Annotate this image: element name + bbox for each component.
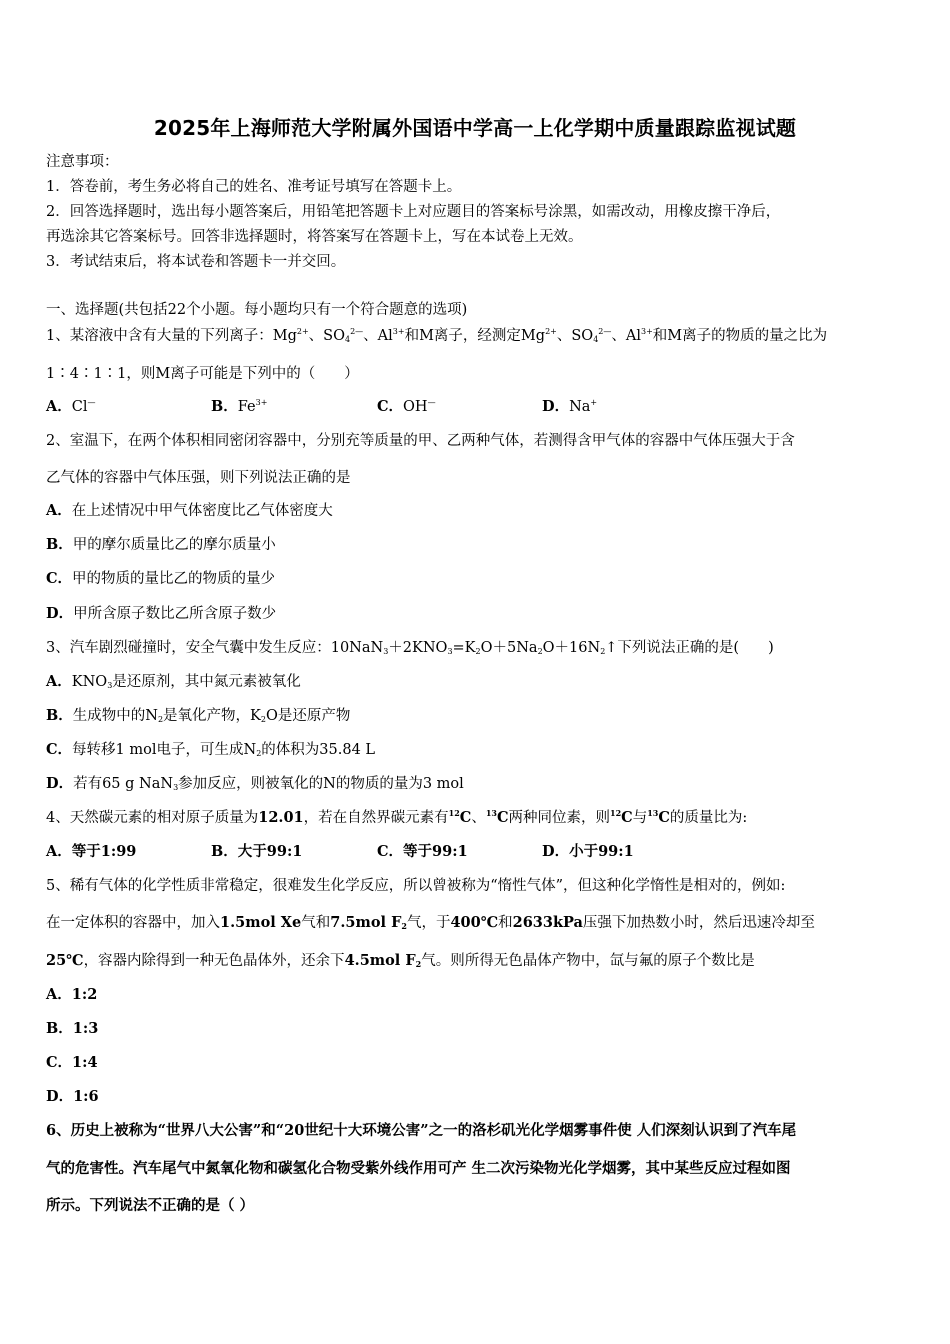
q4-option-d: D．小于99:1 (542, 843, 634, 860)
q4-option-c: C．等于99:1 (377, 843, 468, 860)
notice-heading: 注意事项： (46, 154, 119, 170)
q5-option-b: B．1:3 (46, 1020, 99, 1037)
q5-option-c: C．1:4 (46, 1054, 98, 1071)
q3-option-b: B．生成物中的$N_2$是氧化产物，$K_2O$是还原产物 (46, 707, 351, 724)
q5-option-d: D．1:6 (46, 1088, 99, 1105)
q2-option-a: A．在上述情况中甲气体密度比乙气体密度大 (46, 502, 333, 519)
section-heading: 一、选择题(共包括22个小题。每小题均只有一个符合题意的选项) (46, 302, 468, 318)
q2-option-c: C．甲的物质的量比乙的物质的量少 (46, 570, 276, 587)
question-6-stem: 6、历史上被称为“世界八大公害”和“20世纪十大环境公害”之一的洛杉矶光化学烟雾事件使 人们深刻认识到了汽车尾 (46, 1122, 797, 1139)
q2-option-b: B．甲的摩尔质量比乙的摩尔质量小 (46, 536, 276, 553)
question-4-stem: 4、天然碳元素的相对原子质量为12.01，若在自然界碳元素有$^{12}$C、$^{13}$C两种同位素，则$^{12}$C与$^{13}$C的质量比为: (46, 808, 748, 826)
question-6-stem-cont2: 所示。下列说法不正确的是（ ） (46, 1197, 255, 1214)
q2-option-d: D．甲所含原子数比乙所含原子数少 (46, 605, 277, 622)
q4-option-a: A．等于1:99 (46, 843, 137, 860)
notice-item: 3．考试结束后，将本试卷和答题卡一并交回。 (46, 254, 346, 270)
notice-item: 1．答卷前，考生务必将自己的姓名、准考证号填写在答题卡上。 (46, 179, 462, 195)
question-5-stem-cont: 在一定体积的容器中，加入1.5mol Xe气和7.5mol $F_2$气，于400℃和2633kPa压强下加热数小时，然后迅速冷却至 (46, 914, 815, 931)
q3-option-a: A．$KNO_3$是还原剂，其中氮元素被氧化 (46, 673, 301, 690)
notice-item: 再选涂其它答案标号。回答非选择题时，将答案写在答题卡上，写在本试卷上无效。 (46, 229, 583, 245)
question-2-stem: 2、室温下，在两个体积相同密闭容器中，分别充等质量的甲、乙两种气体，若测得含甲气体的容器中气体压强大于含 (46, 433, 795, 449)
q5-option-a: A．1:2 (46, 986, 98, 1003)
q1-option-a: A．Cl— (46, 398, 96, 415)
question-3-stem: 3、汽车剧烈碰撞时，安全气囊中发生反应：$10NaN_3+2KNO_3=K_2O+5Na_2O+16N_2↑$下列说法正确的是( ) (46, 640, 774, 656)
q1-option-b: B．$Fe^{3+}$ (211, 398, 268, 415)
question-1-stem-cont: 1∶4∶1∶1，则M离子可能是下列中的（ ） (46, 366, 359, 382)
question-5-stem: 5、稀有气体的化学性质非常稳定，很难发生化学反应，所以曾被称为“惰性气体”，但这种化学惰性是相对的，例如: (46, 878, 786, 894)
q1-option-c: C．OH— (377, 398, 436, 415)
q3-option-d: D．若有65 g NaN$_3$参加反应，则被氧化的N的物质的量为3 mol (46, 775, 464, 792)
q4-option-b: B．大于99:1 (211, 843, 303, 860)
q3-option-c: C．每转移1 mol电子，可生成$N_2$的体积为35.84 L (46, 741, 376, 758)
page-title: 2025年上海师范大学附属外国语中学高一上化学期中质量跟踪监视试题 (153, 116, 797, 140)
question-1-stem: 1、某溶液中含有大量的下列离子：$Mg^{2+}$、$SO_4^{2—}$、$Al^{3+}$和M离子，经测定$Mg^{2+}$、$SO_4^{2—}$、$Al^{3+}$和M离子的物质的量之比为 (46, 327, 828, 344)
question-6-stem-cont: 气的危害性。汽车尾气中氮氧化物和碳氢化合物受紫外线作用可产 生二次污染物光化学烟雾，其中某些反应过程如图 (46, 1160, 791, 1177)
question-5-stem-cont2: 25℃，容器内除得到一种无色晶体外，还余下4.5mol $F_2$气。则所得无色晶体产物中，氙与氟的原子个数比是 (46, 952, 755, 969)
notice-item: 2．回答选择题时，选出每小题答案后，用铅笔把答题卡上对应题目的答案标号涂黑，如需改动，用橡皮擦干净后， (46, 204, 781, 220)
q1-option-d: D．Na+ (542, 398, 598, 415)
question-2-stem-cont: 乙气体的容器中气体压强，则下列说法正确的是 (46, 470, 351, 486)
